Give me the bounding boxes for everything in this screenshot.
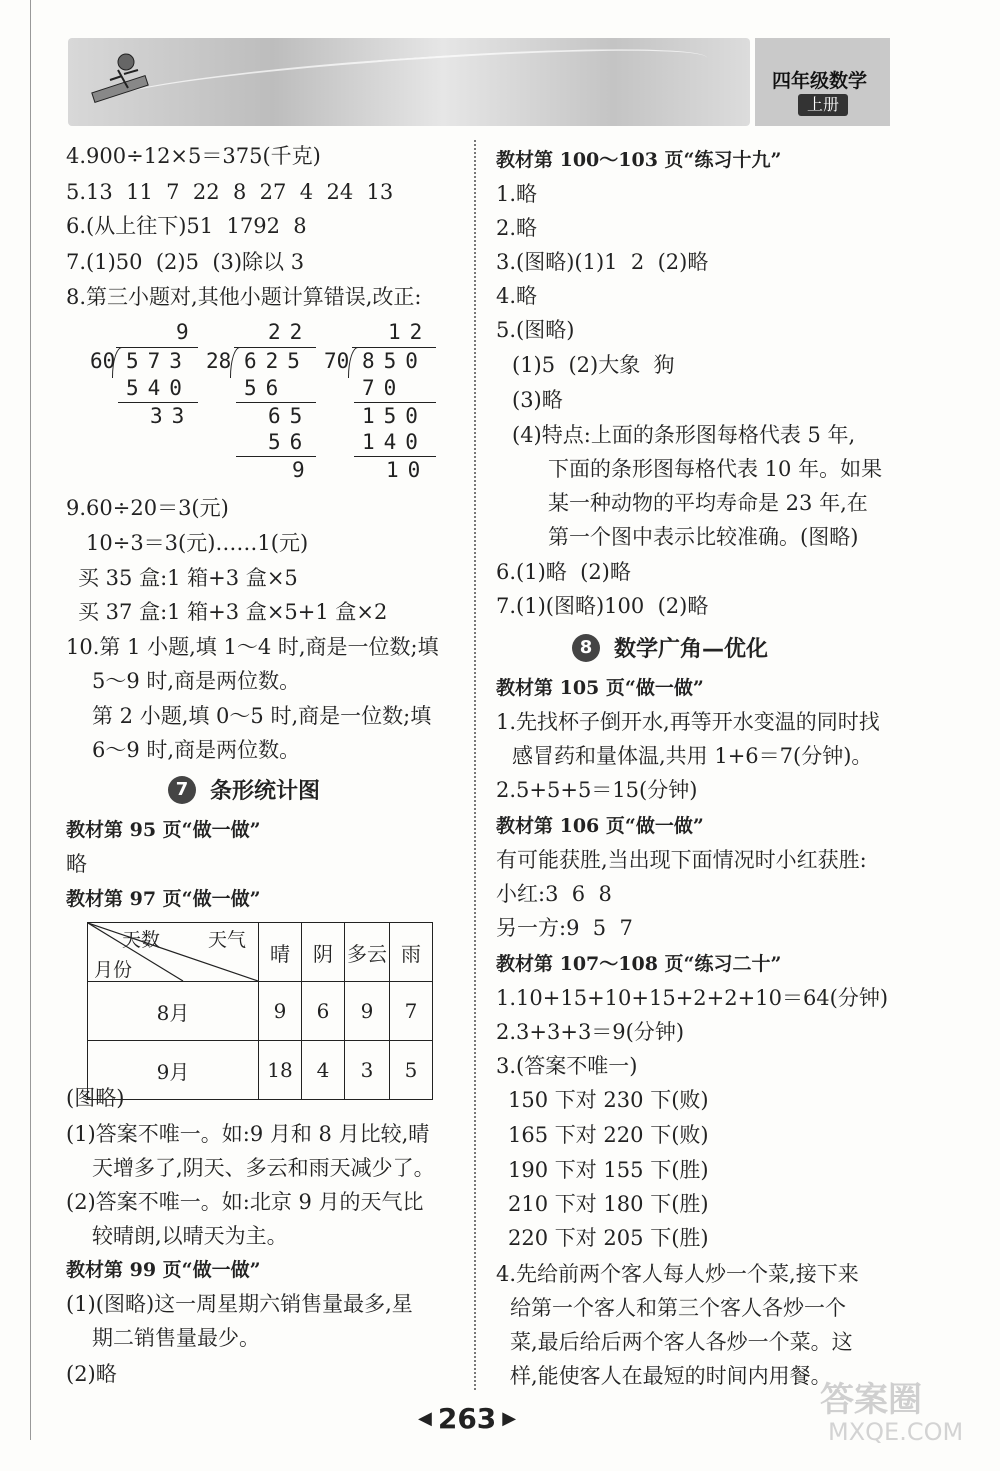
division1-dividend: 573 <box>126 349 191 373</box>
answer-u3-a: 150 下对 230 下(败) <box>508 1088 709 1112</box>
diag-days-label: 天数 <box>122 929 161 951</box>
division3-divisor: 70 <box>324 349 350 373</box>
answer-r1: 1.略 <box>496 182 538 206</box>
grade-title: 四年级数学 <box>772 70 868 92</box>
table-diagonal-header <box>88 923 259 982</box>
answer-u3-c: 190 下对 155 下(胜) <box>508 1158 709 1182</box>
answer-r5-4-line2: 下面的条形图每格代表 10 年。如果 <box>548 457 883 481</box>
subheading-p100: 教材第 100～103 页“练习十九” <box>496 149 782 171</box>
answer-q10-line2: 5～9 时,商是两位数。 <box>92 669 301 693</box>
answer-u4-line2: 给第一个客人和第三个客人各炒一个 <box>510 1296 846 1320</box>
answer-q9-line2: 10÷3＝3(元)……1(元) <box>86 531 309 555</box>
col-header-sunny: 晴 <box>259 923 302 982</box>
answer-s1-line2: 感冒药和量体温,共用 1+6＝7(分钟)。 <box>512 744 873 768</box>
division2-quotient: 22 <box>268 320 312 344</box>
division2-rule2 <box>236 456 316 457</box>
answer-u2: 2.3+3+3＝9(分钟) <box>496 1020 685 1044</box>
division2-bar <box>234 347 316 348</box>
table-cell: 5 <box>390 1041 433 1100</box>
division1-quotient: 9 <box>176 320 198 344</box>
answer-a2: (2)答案不唯一。如:北京 9 月的天气比 <box>66 1190 424 1214</box>
section-8-title: 数学广角—优化 <box>614 637 769 662</box>
division3-bar <box>352 347 436 348</box>
col-header-overcast: 阴 <box>302 923 345 982</box>
answer-p95: 略 <box>66 852 87 876</box>
col-header-rain: 雨 <box>390 923 433 982</box>
page-number-text: 263 <box>437 1402 497 1435</box>
answer-u4-line4: 样,能使客人在最短的时间内用餐。 <box>510 1364 832 1388</box>
division1-remainder: 33 <box>150 404 194 428</box>
section-7-number: 7 <box>168 776 196 804</box>
diag-month-label: 月份 <box>94 959 133 981</box>
watermark-logo: 答案圈 <box>820 1380 922 1420</box>
answer-q8: 8.第三小题对,其他小题计算错误,改正: <box>66 285 422 309</box>
answer-q10-line4: 6～9 时,商是两位数。 <box>92 738 301 762</box>
prev-arrow-icon: ◀ <box>418 1408 432 1429</box>
division2-product2: 56 <box>268 430 312 454</box>
watermark-url: MXQE.COM <box>828 1418 964 1446</box>
weather-table <box>87 922 433 1100</box>
answer-p99-1-line2: 期二销售量最少。 <box>92 1326 260 1350</box>
answer-q6: 6.(从上往下)51 1792 8 <box>66 214 307 238</box>
answer-r5: 5.(图略) <box>496 318 575 342</box>
division3-dividend: 850 <box>362 349 427 373</box>
division1-product: 540 <box>126 376 191 400</box>
section-7-title: 条形统计图 <box>210 779 321 804</box>
col-header-cloudy: 多云 <box>345 923 390 982</box>
answer-q9-line3: 买 35 盒:1 箱+3 盒×5 <box>78 566 298 590</box>
division3-rule2 <box>354 456 436 457</box>
answer-u3-d: 210 下对 180 下(胜) <box>508 1192 709 1216</box>
row-month: 8月 <box>88 982 259 1041</box>
subheading-p105: 教材第 105 页“做一做” <box>496 677 704 699</box>
table-cell: 9 <box>259 982 302 1041</box>
division2-remainder2: 9 <box>292 458 314 482</box>
answer-u3: 3.(答案不唯一) <box>496 1054 638 1078</box>
answer-r5-1: (1)5 (2)大象 狗 <box>512 353 675 377</box>
answer-r5-4-line4: 第一个图中表示比较准确。(图略) <box>548 525 859 549</box>
answer-q7: 7.(1)50 (2)5 (3)除以 3 <box>66 250 305 274</box>
subheading-p107: 教材第 107～108 页“练习二十” <box>496 953 782 975</box>
answer-r4: 4.略 <box>496 284 538 308</box>
mascot-pencil-icon <box>88 50 158 110</box>
row-month: 9月 <box>88 1041 259 1100</box>
answer-q4: 4.900÷12×5＝375(千克) <box>66 144 321 168</box>
section-8-number: 8 <box>572 634 600 662</box>
division2-product1: 56 <box>244 376 288 400</box>
margin-rule <box>30 0 31 1440</box>
answer-q9-line4: 买 37 盒:1 箱+3 盒×5+1 盒×2 <box>78 600 388 624</box>
figure-omitted-note: (图略) <box>66 1086 125 1110</box>
division2-bracket <box>230 347 241 378</box>
subheading-p95: 教材第 95 页“做一做” <box>66 819 261 841</box>
division3-remainder2: 10 <box>386 458 430 482</box>
division2-dividend: 625 <box>244 349 309 373</box>
answer-q5: 5.13 11 7 22 8 27 4 24 13 <box>66 180 394 204</box>
division2-divisor: 28 <box>206 349 232 373</box>
answer-a1: (1)答案不唯一。如:9 月和 8 月比较,晴 <box>66 1122 430 1146</box>
division1-divisor: 60 <box>90 349 116 373</box>
diag-weather-label: 天气 <box>208 929 247 951</box>
section-8-heading <box>572 632 768 663</box>
division3-quotient: 12 <box>388 320 432 344</box>
answer-s2: 2.5+5+5＝15(分钟) <box>496 778 698 802</box>
division2-rule1 <box>236 402 316 403</box>
answer-t1: 有可能获胜,当出现下面情况时小红获胜: <box>496 848 867 872</box>
subheading-p97: 教材第 97 页“做一做” <box>66 888 261 910</box>
answer-r5-4: (4)特点:上面的条形图每格代表 5 年, <box>512 423 856 447</box>
answer-r3: 3.(图略)(1)1 2 (2)略 <box>496 250 709 274</box>
answer-q9: 9.60÷20＝3(元) <box>66 496 229 520</box>
answer-r2: 2.略 <box>496 216 538 240</box>
answer-a2-line2: 较晴朗,以晴天为主。 <box>92 1224 288 1248</box>
table-cell: 6 <box>302 982 345 1041</box>
table-cell: 18 <box>259 1041 302 1100</box>
answer-t3: 另一方:9 5 7 <box>496 916 633 940</box>
answer-r5-3: (3)略 <box>512 388 563 412</box>
answer-u4-line3: 菜,最后给后两个客人各炒一个菜。这 <box>510 1330 853 1354</box>
answer-r7: 7.(1)(图略)100 (2)略 <box>496 594 709 618</box>
division3-product2: 140 <box>362 430 427 454</box>
division2-remainder1: 65 <box>268 404 312 428</box>
answer-p99-2: (2)略 <box>66 1362 117 1386</box>
section-7-heading <box>168 774 320 805</box>
column-divider <box>474 140 476 1390</box>
table-cell: 3 <box>345 1041 390 1100</box>
volume-tag: 上册 <box>798 94 848 116</box>
table-cell: 4 <box>302 1041 345 1100</box>
subheading-p99: 教材第 99 页“做一做” <box>66 1259 261 1281</box>
page-number <box>418 1402 516 1435</box>
answer-r6: 6.(1)略 (2)略 <box>496 560 631 584</box>
table-cell: 9 <box>345 982 390 1041</box>
answer-a1-line2: 天增多了,阴天、多云和雨天减少了。 <box>92 1156 435 1180</box>
answer-r5-4-line3: 某一种动物的平均寿命是 23 年,在 <box>548 491 868 515</box>
header-banner <box>68 38 750 126</box>
answer-u3-e: 220 下对 205 下(胜) <box>508 1226 709 1250</box>
subheading-p106: 教材第 106 页“做一做” <box>496 815 704 837</box>
answer-s1: 1.先找杯子倒开水,再等开水变温的同时找 <box>496 710 880 734</box>
answer-q10: 10.第 1 小题,填 1～4 时,商是一位数;填 <box>66 635 439 659</box>
division1-rule <box>118 402 198 403</box>
division3-rule1 <box>354 402 436 403</box>
table-cell: 7 <box>390 982 433 1041</box>
answer-p99-1: (1)(图略)这一周星期六销售量最多,星 <box>66 1292 413 1316</box>
division1-bar <box>116 347 198 348</box>
answer-u1: 1.10+15+10+15+2+2+10＝64(分钟) <box>496 986 889 1010</box>
division3-remainder1: 150 <box>362 404 427 428</box>
answer-u4: 4.先给前两个客人每人炒一个菜,接下来 <box>496 1262 859 1286</box>
answer-q10-line3: 第 2 小题,填 0～5 时,商是一位数;填 <box>92 704 432 728</box>
division3-bracket <box>348 347 359 378</box>
division3-product1: 70 <box>362 376 406 400</box>
next-arrow-icon: ▶ <box>502 1408 517 1429</box>
answer-u3-b: 165 下对 220 下(败) <box>508 1123 709 1147</box>
answer-t2: 小红:3 6 8 <box>496 882 612 906</box>
